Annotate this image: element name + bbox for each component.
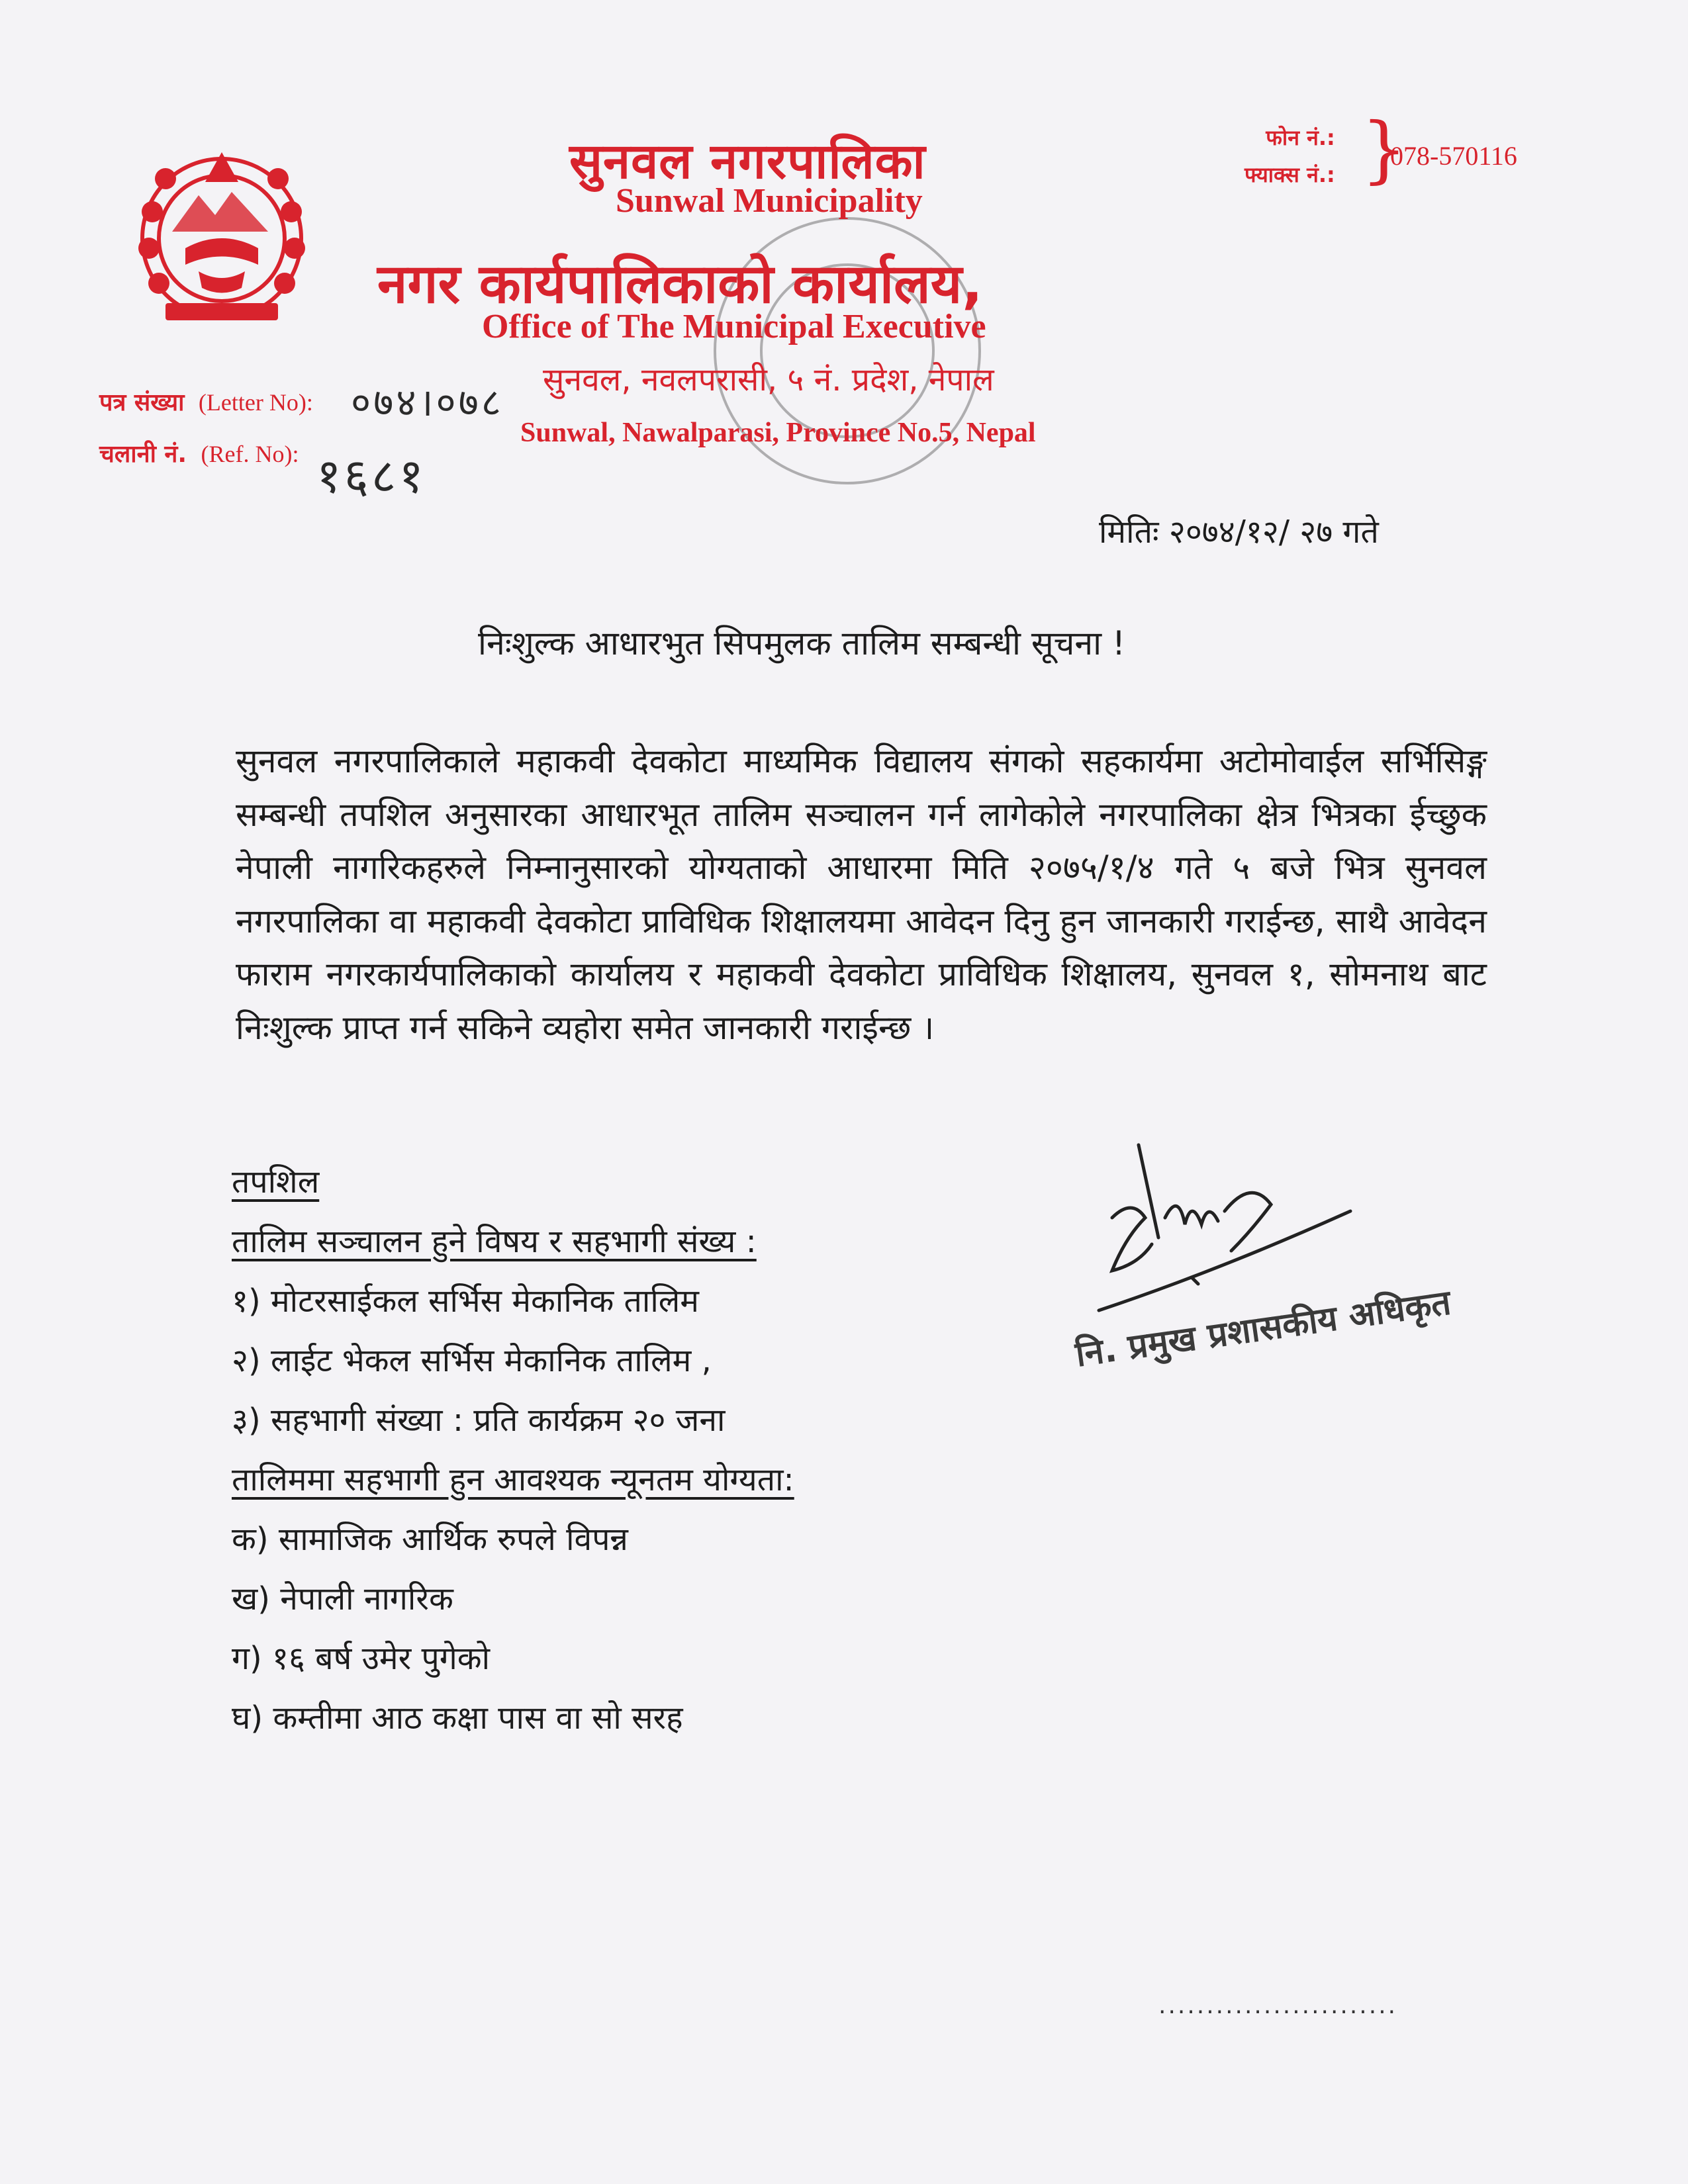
- municipality-name-np: सुनवल नगरपालिका: [569, 133, 926, 190]
- office-name-en: Office of The Municipal Executive: [482, 308, 986, 345]
- signatory-stamp: नि. प्रमुख प्रशासकीय अधिकृत: [1073, 1283, 1454, 1375]
- list-item: १) मोटरसाईकल सर्भिस मेकानिक तालिम: [232, 1283, 700, 1320]
- ref-number-row: [99, 437, 299, 469]
- letter-number-value: ०७४।०७८: [351, 380, 504, 425]
- nepal-emblem-icon: [126, 132, 318, 338]
- qualifications-heading: तालिममा सहभागी हुन आवश्यक न्यूनतम योग्यता:: [232, 1461, 794, 1498]
- letter-number-label: पत्र संख्या: [99, 389, 185, 416]
- letter-number-row: [99, 385, 313, 418]
- list-item: घ) कम्तीमा आठ कक्षा पास वा सो सरह: [232, 1700, 683, 1737]
- office-name-np: नगर कार्यपालिकाको कार्यालय,: [377, 253, 983, 316]
- contact-labels: [1244, 119, 1335, 193]
- list-item: ३) सहभागी संख्या : प्रति कार्यक्रम २० जना: [232, 1402, 726, 1439]
- notice-body: सुनवल नगरपालिकाले महाकवी देवकोटा माध्यमिक विद्यालय संगको सहकार्यमा अटोमोवाईल सर्भिसिङ्ग सम्बन्धी तपशिल अनुसारका आधारभूत तालिम सञ्चालन गर्न लागेकोले नगरपालिका क्षेत्र भित्रका ईच्छुक नेपाली नागरिकहरुले निम्नानुसारको योग्यताको आधारमा मिति २०७५/१/४ गते ५ बजे भित्र सुनवल नगरपालिका वा महाकवी देवकोटा प्राविधिक शिक्षालयमा आवेदन दिनु हुन जानकारी गराईन्छ, साथै आवेदन फाराम नगरकार्यपालिकाको कार्यालय र महाकवी देवकोटा प्राविधिक शिक्षालय, सुनवल १, सोमनाथ बाट निःशुल्क प्राप्त गर्न सकिने व्यहोरा समेत जानकारी गराईन्छ ।: [236, 742, 1487, 1047]
- details-heading: तपशिल: [232, 1163, 320, 1201]
- phone-label: फोन नं.:: [1266, 125, 1335, 150]
- list-item: ख) नेपाली नागरिक: [232, 1580, 453, 1617]
- topics-heading: तालिम सञ्चालन हुने विषय र सहभागी संख्य :: [232, 1223, 757, 1260]
- letter-date: मितिः २०७४/१२/ २७ गते: [1099, 514, 1379, 551]
- details-section: [232, 1156, 794, 1751]
- ref-number-label-en: (Ref. No):: [201, 441, 299, 467]
- notice-subject: निःशुल्क आधारभुत सिपमुलक तालिम सम्बन्धी सूचना !: [478, 624, 1126, 662]
- letter-number-label-en: (Letter No):: [198, 389, 313, 416]
- ref-number-value: १६८१: [316, 448, 426, 504]
- list-item: क) सामाजिक आर्थिक रुपले विपन्न: [232, 1521, 628, 1558]
- address-en: Sunwal, Nawalparasi, Province No.5, Nepal: [520, 418, 1036, 448]
- municipality-name-en: Sunwal Municipality: [616, 182, 923, 220]
- address-np: सुनवल, नवलपरासी, ५ नं. प्रदेश, नेपाल: [543, 361, 994, 398]
- office-seal-icon: [688, 192, 1006, 510]
- list-item: ग) १६ बर्ष उमेर पुगेको: [232, 1640, 491, 1677]
- contact-brace: }: [1361, 107, 1407, 191]
- footer-dots: .........................: [1158, 1992, 1398, 2019]
- fax-label: फ्याक्स नं.:: [1244, 162, 1335, 187]
- ref-number-label: चलानी नं.: [99, 441, 187, 468]
- list-item: २) लाईट भेकल सर्भिस मेकानिक तालिम ,: [232, 1342, 712, 1379]
- phone-number: 078-570116: [1390, 141, 1517, 171]
